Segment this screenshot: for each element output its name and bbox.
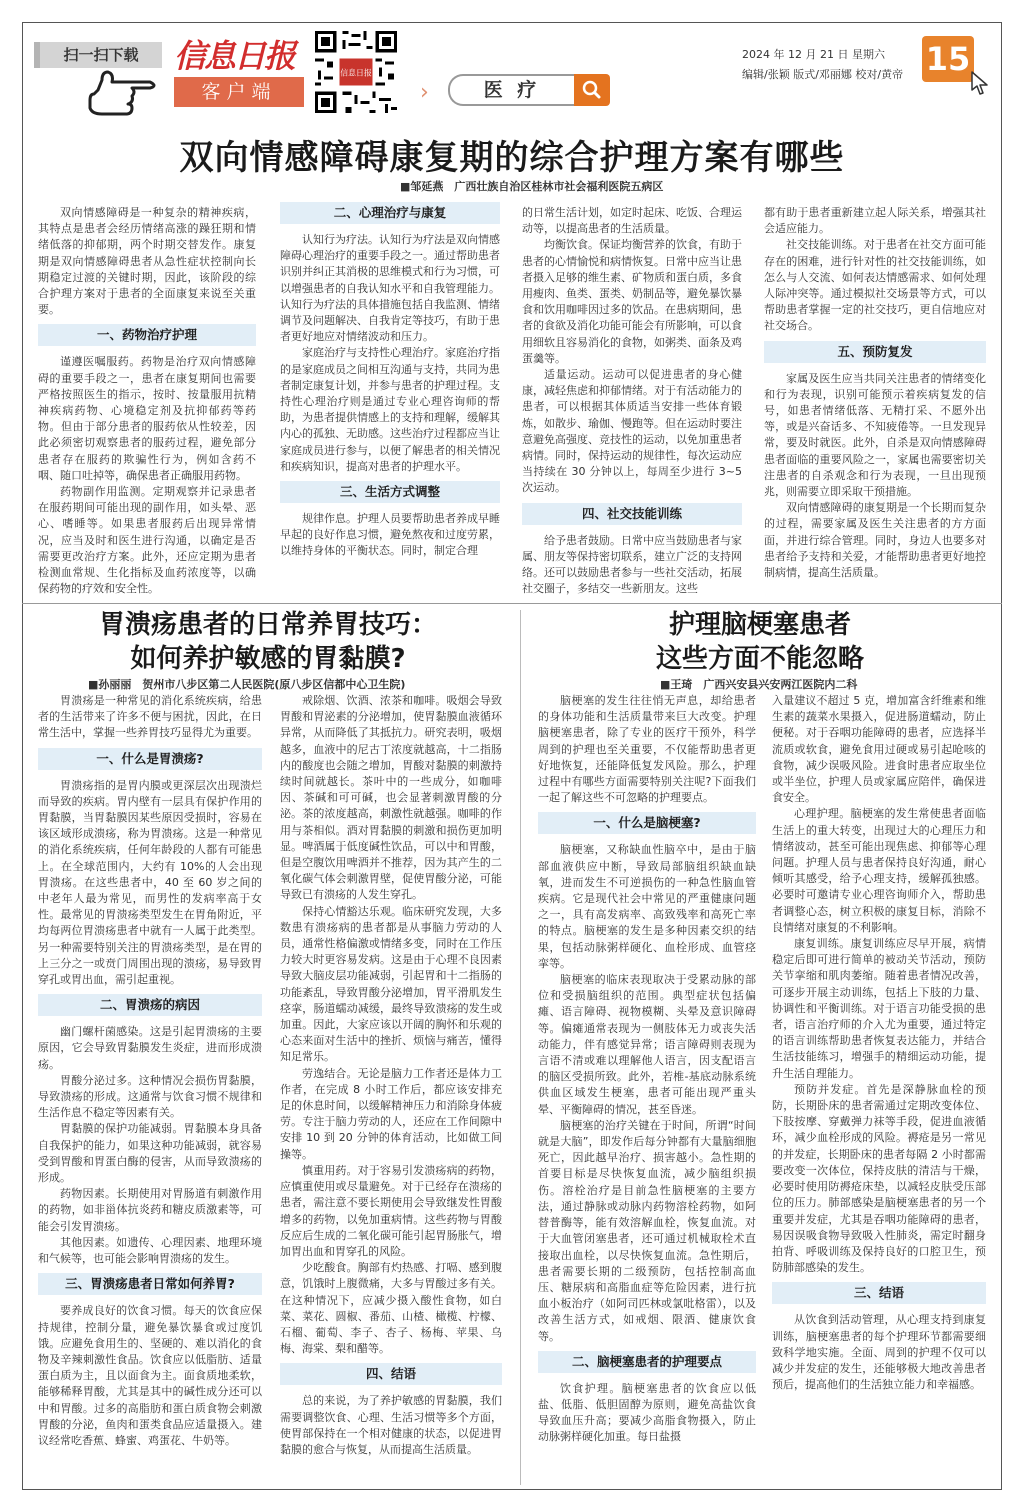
paragraph: 幽门螺杆菌感染。这是引起胃溃疡的主要原因，它会导致胃黏膜发生炎症，进而形成溃疡。 — [38, 1025, 262, 1071]
paragraph: 心理护理。脑梗塞的发生常使患者面临生活上的重大转变，出现过大的心理压力和情绪波动，甚至可能出现焦虑、抑郁等心理问题。护理人员与患者保持良好沟通，耐心倾听其感受，给予心理支持，缓解孤独感。必要时可邀请专业心理咨询师介入，帮助患者调整心态，树立积极的康复目标，消除不良情绪对康复的不利影响。 — [772, 807, 986, 934]
section-heading: 三、结语 — [772, 1282, 986, 1304]
column-separator — [520, 610, 521, 1485]
article2-title-line2: 如何养护敏感的胃黏膜? — [130, 644, 406, 674]
article2-col2 — [280, 693, 502, 1485]
section-heading: 二、脑梗塞患者的护理要点 — [538, 1351, 756, 1373]
paragraph: 胃酸分泌过多。这种情况会损伤胃黏膜，导致溃疡的形成。这通常与饮食习惯不规律和生活作息不稳定等因素有关。 — [38, 1073, 262, 1120]
paragraph: 饮食护理。脑梗塞患者的饮食应以低盐、低脂、低胆固醇为原则，避免高盐饮食导致血压升高；要减少高脂食物摄入，防止动脉粥样硬化加重。每日盐摄 — [538, 1381, 756, 1444]
pointing-hand-icon — [88, 64, 168, 116]
search-button[interactable] — [574, 74, 610, 106]
article3-col1 — [538, 693, 756, 1485]
article1-col3 — [522, 205, 742, 597]
paragraph: 均衡饮食。保证均衡营养的饮食，有助于患者的心情愉悦和病情恢复。日常中应当让患者摄入足够的维生素、矿物质和蛋白质，多食用瘦肉、鱼类、蛋类、奶制品等，避免暴饮暴食和饮用咖啡因过多的饮品。在患病期间，患者的食欲及消化功能可能会有所影响，可以食用细软且容易消化的食物，如粥类、面条及鸡蛋羹等。 — [522, 238, 742, 365]
section-heading: 三、生活方式调整 — [280, 481, 500, 503]
page-number: 15 — [922, 36, 974, 82]
paragraph: 胃溃疡是一种常见的消化系统疾病，给患者的生活带来了许多不便与困扰，因此，在日常生活中，掌握一些养胃技巧显得尤为重要。 — [38, 694, 262, 740]
article2-col1 — [38, 693, 262, 1485]
paragraph: 少吃酸食。胸部有灼热感、打嗝、感到腹意，饥饿时上腹微痛，大多与胃酸过多有关。在这种情况下，应减少摄入酸性食物，如白菜、菜花、圆椒、番茄、山楂、橄榄、柠檬、石榴、葡萄、李子、杏子、杨梅、苹果、乌梅、海棠、梨和醋等。 — [280, 1261, 502, 1356]
section-heading: 四、结语 — [280, 1363, 502, 1385]
paragraph: 康复训练。康复训练应尽早开展，病情稳定后即可进行简单的被动关节活动，预防关节挛缩和肌肉萎缩。随着患者情况改善，可逐步开展主动训练，包括上下肢的力量、协调性和平衡训练。对于语言功能受损的患者，语言治疗师的介入尤为重要，通过特定的语言训练帮助患者恢复表达能力，并结合生活技能练习，增强手的精细运动功能，提升生活自理能力。 — [772, 937, 986, 1080]
editor-credits: 编辑/张颖 版式/邓丽娜 校对/黄帝 — [742, 68, 904, 81]
paragraph: 要养成良好的饮食习惯。每天的饮食应保持规律，控制分量，避免暴饮暴食或过度饥饿。应避免食用生的、坚硬的、难以消化的食物及辛辣刺激性食品。饮食应以低脂肪、适量蛋白质为主，且以面食为主。面食质地柔软，能够稀释胃酸，尤其是其中的碱性成分还可以中和胃酸。过多的高脂肪和蛋白质食物会刺激胃酸的分泌，鱼肉和蛋类食品应适量摄入。建议经常吃香蕉、蜂蜜、鸡蛋花、牛奶等。 — [38, 1304, 262, 1447]
article1-col2 — [280, 202, 500, 597]
section-heading: 一、什么是胃溃疡? — [38, 748, 262, 770]
paragraph: 胃溃疡指的是胃内膜或更深层次出现溃烂而导致的疾病。胃内壁有一层具有保护作用的胃黏膜，当胃黏膜因某些原因受损时，容易在该区域形成溃疡，称为胃溃疡。这是一种常见的消化系统疾病，任何年龄段的人都有可能患上。在全球范围内，大约有 10%的人会出现胃溃疡。在这些患者中，40 至 60 岁之间的中老年人最为常见，而男性的发病率高于女性。最常见的胃溃疡类型发生在胃角附近，平均每两位胃溃疡患者中就有一人属于此类型。另一种需要特别关注的胃溃疡类型，是在胃的上三分之一或贲门周围出现的溃疡，易导致胃穿孔或胃出血，需引起重视。 — [38, 778, 262, 987]
paragraph: 谨遵医嘱服药。药物是治疗双向情感障碍的重要手段之一，患者在康复期间也需要严格按照医生的指示，按时、按量服用抗精神疾病药物、心境稳定剂及抗抑郁药等药物。但由于部分患者的服药依从性较差，因此必须密切观察患者的服药过程，避免部分患者存在服药的欺骗性行为，例如含药不咽、随口吐掉等，确保患者正确服用药物。 — [38, 355, 256, 482]
paragraph: 给予患者鼓励。日常中应当鼓励患者与家属、朋友等保持密切联系，建立广泛的支持网络。还可以鼓励患者参与一些社交活动，拓展社交圈子，多结交一些新朋友。这些 — [522, 533, 742, 596]
section-heading: 一、药物治疗护理 — [38, 324, 256, 346]
article3-title-line1: 护理脑梗塞患者 — [668, 610, 851, 640]
paragraph: 双向情感障碍是一种复杂的精神疾病，其特点是患者会经历情绪高涨的躁狂期和情绪低落的抑郁期，两个时期交替发作。康复期是双向情感障碍患者从急性症状控制向长期稳定过渡的关键时期，因此，该阶段的综合护理方案对于患者的全面康复来说至关重要。 — [38, 206, 256, 317]
article2-title-line1: 胃溃疡患者的日常养胃技巧： — [98, 610, 437, 640]
paragraph: 的日常生活计划，如定时起床、吃饭、合理运动等，以提高患者的生活质量。 — [522, 206, 742, 236]
article2-byline: ■孙丽丽 贺州市八步区第二人民医院(原八步区信都中心卫生院) — [88, 678, 406, 691]
section-label-medical[interactable]: 医 疗 — [448, 74, 574, 106]
paragraph: 药物副作用监测。定期观察并记录患者在服药期间可能出现的副作用，如头晕、恶心、嗜睡等。如果患者服药后出现异常情况，应当及时和医生进行沟通，以确定是否需要更改治疗方案。此外，还应定期为患者检测血常规、生化指标及血药浓度等，以确保药物的疗效和安全性。 — [38, 485, 256, 596]
mouse-cursor-icon — [970, 70, 990, 96]
paragraph: 保持心情豁达乐观。临床研究发现，大多数患有溃疡病的患者都是从事脑力劳动的人员，通常性格偏激或情绪多变，同时在工作压力较大时更容易发病。这是由于心理不良因素导致大脑皮层功能减弱，引起胃和十二指肠的功能紊乱，导致胃酸分泌增加，胃平滑肌发生痉挛，肠道蠕动减缓，最终导致溃疡的发生或加重。因此，大家应该以开阔的胸怀和乐观的心态来面对生活中的挫折、烦恼与痛苦，懂得知足常乐。 — [280, 904, 502, 1064]
chevron-right-icon: › — [420, 80, 429, 105]
paragraph: 胃黏膜的保护功能减弱。胃黏膜本身具备自我保护的能力，如果这种功能减弱，就容易受到胃酸和胃蛋白酶的侵害，从而导致溃疡的形成。 — [38, 1122, 262, 1185]
paragraph: 适量运动。运动可以促进患者的身心健康，减轻焦虑和抑郁情绪。对于有活动能力的患者，可以根据其体质适当安排一些体育锻炼，如散步、瑜伽、慢跑等。但在运动时要注意避免高强度、竞技性的运动，以免加重患者病情。同时，保持运动的规律性，每次运动应当持续在 30 分钟以上，每周至少进行 3~5 次运动。 — [522, 368, 742, 495]
scan-download-tag[interactable]: 扫一扫下载 — [34, 42, 162, 68]
article1-title: 双向情感障碍康复期的综合护理方案有哪些 — [179, 138, 845, 178]
paragraph: 脑梗塞，又称缺血性脑卒中，是由于脑部血液供应中断，导致局部脑组织缺血缺氧，进而发生不可逆损伤的一种急性脑血管疾病。它是现代社会中常见的严重健康问题之一，具有高发病率、高致残率和高死亡率的特点。脑梗塞的发生是多种因素交织的结果，包括动脉粥样硬化、血栓形成、血管痉挛等。 — [538, 843, 756, 970]
qr-center-label: 信息日报 — [340, 68, 372, 78]
paragraph: 社交技能训练。对于患者在社交方面可能存在的困难，进行针对性的社交技能训练，如怎么与人交流、如何表达情感需求、如何处理人际冲突等。通过模拟社交场景等方式，可以帮助患者掌握一定的社交技巧，更自信地应对社交场合。 — [764, 238, 986, 333]
paragraph: 都有助于患者重新建立起人际关系，增强其社会适应能力。 — [764, 206, 986, 236]
section-heading: 二、心理治疗与康复 — [280, 202, 500, 224]
paragraph: 双向情感障碍的康复期是一个长期而复杂的过程，需要家属及医生关注患者的方方面面，并进行综合管理。同时，身边人也要多对患者给予支持和关爱，才能帮助患者更好地控制病情，提高生活质量。 — [764, 501, 986, 580]
paragraph: 总的来说，为了养护敏感的胃黏膜，我们需要调整饮食、心理、生活习惯等多个方面，使胃部保持在一个相对健康的状态，以促进胃黏膜的愈合与恢复，从而提高生活质量。 — [280, 1394, 502, 1456]
paragraph: 认知行为疗法。认知行为疗法是双向情感障碍心理治疗的重要手段之一。通过帮助患者识别并纠正其消极的思维模式和行为习惯，可以增强患者的自我认知水平和自我管理能力。认知行为疗法的具体措施包括自我监测、情绪调节及问题解决、自我肯定等技巧，有助于患者更好地应对情绪波动和压力。 — [280, 233, 500, 344]
section-heading: 五、预防复发 — [764, 341, 986, 363]
issue-date: 2024 年 12 月 21 日 星期六 — [742, 48, 885, 61]
article3-byline: ■王琦 广西兴安县兴安两江医院内二科 — [660, 678, 858, 691]
search-icon — [574, 74, 610, 106]
section-heading: 三、胃溃疡患者日常如何养胃? — [38, 1273, 262, 1295]
client-app-tag[interactable]: 客户端 — [174, 77, 304, 107]
qr-code-image[interactable] — [312, 28, 400, 116]
paragraph: 家属及医生应当共同关注患者的情绪变化和行为表现，识别可能预示着疾病复发的信号，如患者情绪低落、无精打采、不愿外出等，或是兴奋话多、不知疲倦等。一旦发现异常，要及时就医。此外，自杀是双向情感障碍患者面临的重要风险之一，家属也需要密切关注患者的自杀观念和行为表现，一旦出现预兆，则需要立即采取干预措施。 — [764, 371, 986, 499]
article1-col4 — [764, 205, 986, 597]
paragraph: 脑梗塞的临床表现取决于受累动脉的部位和受损脑组织的范围。典型症状包括偏瘫、语言障碍、视物模糊、头晕及意识障碍等。偏瘫通常表现为一侧肢体无力或丧失活动能力，伴有感觉异常；语言障碍则表现为言语不清或难以理解他人语言，因支配语言的脑区受损所致。此外，若椎-基底动脉系统供血区域发生梗塞，患者可能出现严重头晕、平衡障碍的情况，甚至昏迷。 — [538, 973, 756, 1116]
section-heading: 四、社交技能训练 — [522, 503, 742, 525]
article3-title-line2: 这些方面不能忽略 — [655, 644, 864, 674]
section-heading: 二、胃溃疡的病因 — [38, 994, 262, 1016]
paragraph: 入量建议不超过 5 克，增加富含纤维素和维生素的蔬菜水果摄入，促进肠道蠕动，防止便秘。对于吞咽功能障碍的患者，应选择半流质或软食，避免食用过硬或易引起呛咳的食物，减少误吸风险。进食时患者应取坐位或半坐位，护理人员或家属应陪伴，确保进食安全。 — [772, 694, 986, 805]
paragraph: 脑梗塞的治疗关键在于时间，所谓“时间就是大脑”，即发作后每分钟都有大量脑细胞死亡，因此越早治疗、损害越小。急性期的首要目标是尽快恢复血流，减少脑组织损伤。溶栓治疗是目前急性脑梗塞的主要方法，通过静脉或动脉内药物溶栓药物，如阿替普酶等，能有效溶解血栓，恢复血流。对于大血管闭塞患者，还可通过机械取栓术直接取出血栓，以尽快恢复血流。急性期后，患者需要长期的二级预防，包括控制高血压、糖尿病和高脂血症等危险因素，进行抗血小板治疗（如阿司匹林或氯吡格雷），以及改善生活方式，如戒烟、限酒、健康饮食等。 — [538, 1118, 756, 1343]
paragraph: 戒除烟、饮酒、浓茶和咖啡。吸烟会导致胃酸和胃泌素的分泌增加，使胃黏膜血液循环异常，从而降低了其抵抗力。研究表明，吸烟越多，血液中的尼古丁浓度就越高，十二指肠内的酸度也会随之增加，胃酸对黏膜的刺激持续时间就越长。茶叶中的一些成分，如咖啡因、茶碱和可可碱，也会显著刺激胃酸的分泌。茶的浓度越高，刺激性就越强。咖啡的作用与茶相似。酒对胃黏膜的刺激和损伤更加明显。啤酒属于低度碱性饮品，可以中和胃酸，但是空腹饮用啤酒并不推荐，因为其产生的二氧化碳气体会刺激胃壁，促使胃酸分泌，可能导致已有溃疡的人发生穿孔。 — [280, 694, 502, 902]
article3-col2 — [772, 693, 986, 1485]
paragraph: 从饮食到活动管理，从心理支持到康复训练，脑梗塞患者的每个护理环节都需要细致科学地实施。全面、周到的护理不仅可以减少并发症的发生，还能够极大地改善患者预后，提高他们的生活独立能力和幸福感。 — [772, 1313, 986, 1392]
horizontal-rule — [22, 603, 1002, 604]
newspaper-logo: 信息日报 — [174, 37, 295, 75]
article2-title — [38, 608, 498, 676]
paragraph: 预防并发症。首先是深静脉血栓的预防，长期卧床的患者需通过定期改变体位、下肢按摩、穿戴弹力袜等手段，促进血液循环，减少血栓形成的风险。褥疮是另一常见的并发症，长期卧床的患者每隔 2 小时都需要改变一次体位，保持皮肤的清洁与干燥，必要时使用防褥疮床垫，以减轻皮肤受压部位的压力。肺部感染是脑梗塞患者的另一个重要并发症，尤其是吞咽功能障碍的患者，易因误吸食物导致吸入性肺炎，需定时翻身拍背、呼吸训练及保持良好的口腔卫生，预防肺部感染的发生。 — [772, 1082, 986, 1275]
paragraph: 其他因素。如遗传、心理因素、地理环境和气候等，也可能会影响胃溃疡的发生。 — [38, 1235, 262, 1266]
paragraph: 药物因素。长期使用对胃肠道有刺激作用的药物，如非甾体抗炎药和糖皮质激素等，可能会引发胃溃疡。 — [38, 1187, 262, 1233]
article3-title — [530, 608, 990, 676]
page-header — [22, 22, 1002, 122]
paragraph: 劳逸结合。无论是脑力工作者还是体力工作者，在完成 8 小时工作后，都应该安排充足的休息时间，以缓解精神压力和消除身体疲劳。专注于脑力劳动的人，还应在工作间隙中安排 10 到 20 分钟的体育活动，比如做工间操等。 — [280, 1066, 502, 1161]
article1-col1 — [38, 205, 256, 597]
section-heading: 一、什么是脑梗塞? — [538, 812, 756, 834]
paragraph: 脑梗塞的发生往往悄无声息，却给患者的身体功能和生活质量带来巨大改变。护理脑梗塞患者，除了专业的医疗干预外，科学周到的护理也至关重要，不仅能帮助患者更好地恢复，还能降低复发风险。那么，护理过程中有哪些方面需要特别关注呢?下面我们一起了解这些不可忽略的护理要点。 — [538, 694, 756, 805]
paragraph: 规律作息。护理人员要帮助患者养成早睡早起的良好作息习惯，避免熬夜和过度劳累，以维持身体的平衡状态。同时，制定合理 — [280, 512, 500, 558]
article1-byline: ■邹延燕 广西壮族自治区桂林市社会福利医院五病区 — [400, 180, 664, 193]
paragraph: 家庭治疗与支持性心理治疗。家庭治疗指的是家庭成员之间相互沟通与支持，共同为患者制定康复计划，并参与患者的护理过程。支持性心理治疗则是通过专业心理咨询师的帮助，为患者提供情感上的支持和理解，缓解其内心的孤独、无助感。这些治疗过程都应当让家庭成员进行参与，以便了解患者的相关情况和疾病知识，提高对患者的护理水平。 — [280, 346, 500, 473]
paragraph: 慎重用药。对于容易引发溃疡病的药物，应慎重使用或尽量避免。对于已经存在溃疡的患者，需注意不要长期使用会导致继发性胃酸增多的药物，以免加重病情。这些药物与胃酸反应后生成的二氧化碳可能引起胃肠胀气，增加胃出血和胃穿孔的风险。 — [280, 1163, 502, 1258]
